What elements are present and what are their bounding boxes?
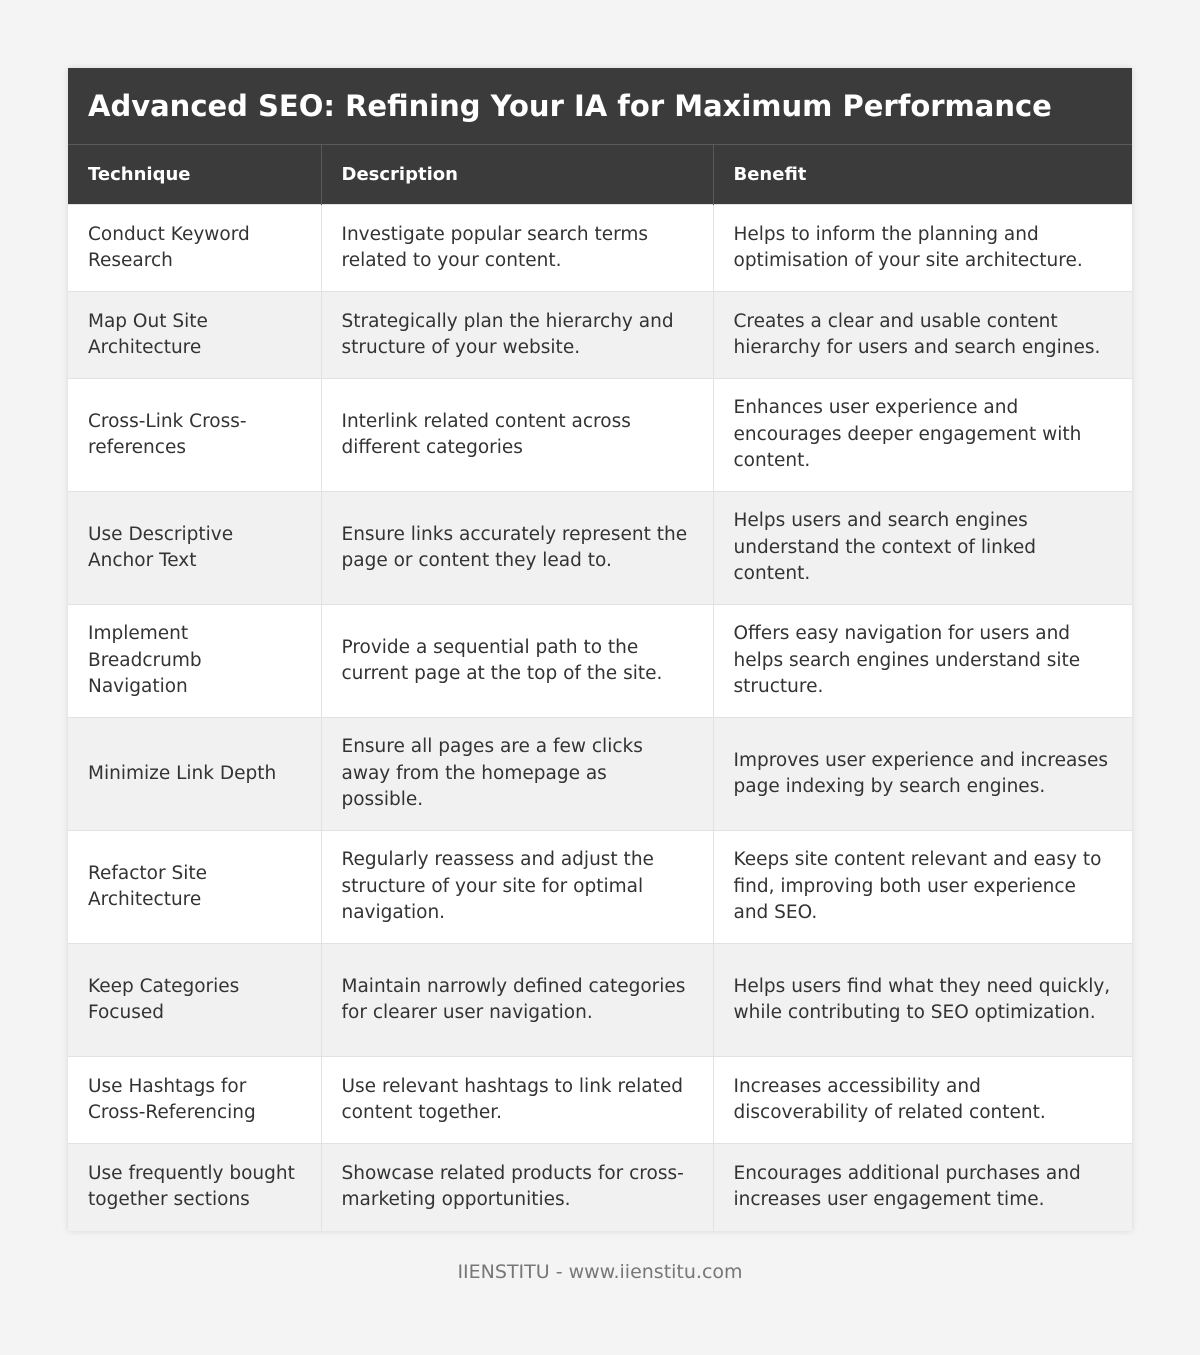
column-header-description: Description — [321, 145, 713, 205]
page-title: Advanced SEO: Refining Your IA for Maximum Performance — [68, 68, 1132, 144]
benefit-cell: Helps to inform the planning and optimisation of your site architecture. — [713, 205, 1132, 292]
technique-cell: Use Hashtags for Cross-Referencing — [68, 1057, 321, 1144]
table-card — [68, 68, 1132, 1231]
description-cell: Regularly reassess and adjust the structure of your site for optimal navigation. — [321, 831, 713, 944]
table-row — [68, 605, 1132, 718]
table-header-row — [68, 145, 1132, 205]
description-cell: Interlink related content across different categories — [321, 379, 713, 492]
benefit-cell: Increases accessibility and discoverability of related content. — [713, 1057, 1132, 1144]
benefit-cell: Improves user experience and increases page indexing by search engines. — [713, 718, 1132, 831]
technique-cell: Implement Breadcrumb Navigation — [68, 605, 321, 718]
technique-cell: Cross-Link Cross-references — [68, 379, 321, 492]
column-header-technique: Technique — [68, 145, 321, 205]
table-row — [68, 718, 1132, 831]
table-row — [68, 1057, 1132, 1144]
description-cell: Strategically plan the hierarchy and structure of your website. — [321, 292, 713, 379]
benefit-cell: Helps users and search engines understand the context of linked content. — [713, 492, 1132, 605]
benefit-cell: Helps users find what they need quickly, while contributing to SEO optimization. — [713, 944, 1132, 1057]
table-row — [68, 1144, 1132, 1231]
benefit-cell: Encourages additional purchases and increases user engagement time. — [713, 1144, 1132, 1231]
benefit-cell: Enhances user experience and encourages deeper engagement with content. — [713, 379, 1132, 492]
description-cell: Use relevant hashtags to link related content together. — [321, 1057, 713, 1144]
technique-cell: Map Out Site Architecture — [68, 292, 321, 379]
technique-cell: Minimize Link Depth — [68, 718, 321, 831]
description-cell: Maintain narrowly defined categories for clearer user navigation. — [321, 944, 713, 1057]
description-cell: Ensure links accurately represent the page or content they lead to. — [321, 492, 713, 605]
column-header-benefit: Benefit — [713, 145, 1132, 205]
description-cell: Ensure all pages are a few clicks away from the homepage as possible. — [321, 718, 713, 831]
technique-cell: Use Descriptive Anchor Text — [68, 492, 321, 605]
benefit-cell: Keeps site content relevant and easy to find, improving both user experience and SEO. — [713, 831, 1132, 944]
technique-cell: Use frequently bought together sections — [68, 1144, 321, 1231]
benefit-cell: Creates a clear and usable content hierarchy for users and search engines. — [713, 292, 1132, 379]
description-cell: Provide a sequential path to the current page at the top of the site. — [321, 605, 713, 718]
technique-cell: Conduct Keyword Research — [68, 205, 321, 292]
table-row — [68, 292, 1132, 379]
seo-techniques-table — [68, 144, 1132, 1231]
description-cell: Investigate popular search terms related to your content. — [321, 205, 713, 292]
table-row — [68, 944, 1132, 1057]
footer-credit: IIENSTITU - www.iienstitu.com — [457, 1261, 743, 1283]
technique-cell: Keep Categories Focused — [68, 944, 321, 1057]
table-row — [68, 831, 1132, 944]
technique-cell: Refactor Site Architecture — [68, 831, 321, 944]
benefit-cell: Offers easy navigation for users and helps search engines understand site structure. — [713, 605, 1132, 718]
description-cell: Showcase related products for cross-marketing opportunities. — [321, 1144, 713, 1231]
table-row — [68, 379, 1132, 492]
table-row — [68, 492, 1132, 605]
table-row — [68, 205, 1132, 292]
